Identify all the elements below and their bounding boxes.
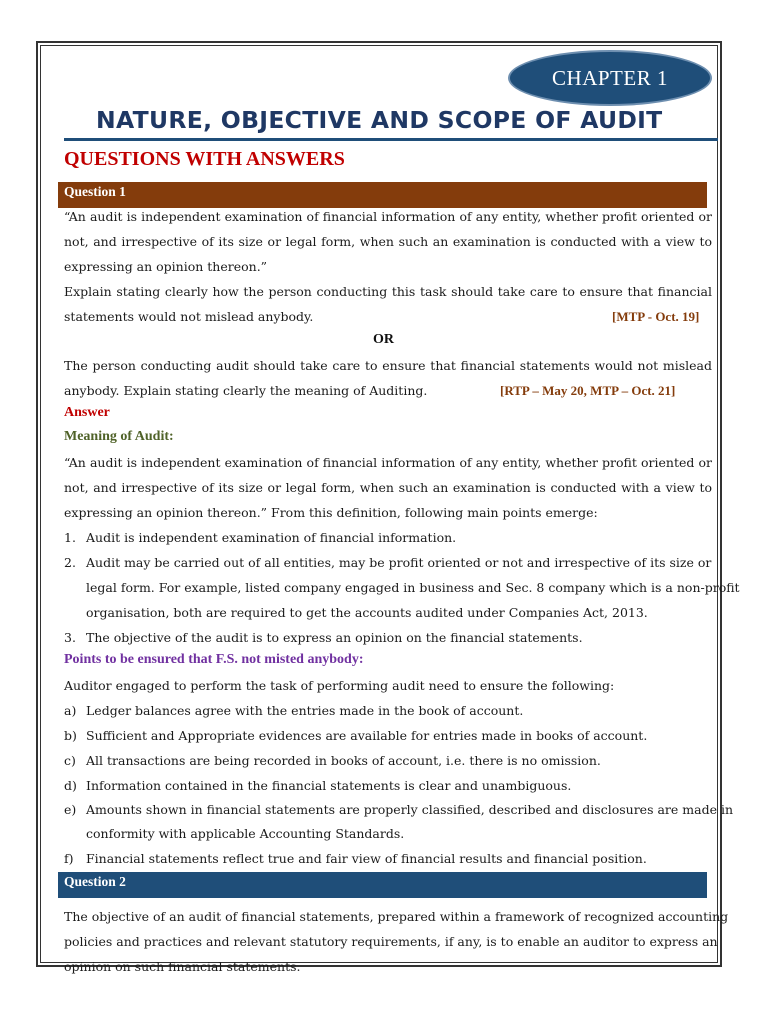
ensure-heading: Points to be ensured that F.S. not misted anybody: [64,652,364,667]
list-item: Sufficient and Appropriate evidences are available for entries made in books of account. [86,728,648,743]
list-marker: a) [64,703,77,718]
list-marker: 3. [64,630,76,645]
section-subtitle: QUESTIONS WITH ANSWERS [64,148,345,170]
q1-text-line: not, and irrespective of its size or legal form, when such an examination is conducted with a view to [64,234,712,249]
exam-reference: [MTP - Oct. 19] [612,309,700,324]
list-marker: c) [64,753,76,768]
list-marker: b) [64,728,77,743]
list-item: Audit is independent examination of financial information. [86,530,457,545]
list-item: Audit may be carried out of all entities, may be profit oriented or not and irrespective of its size or [86,555,712,570]
q2-text-line: The objective of an audit of financial statements, prepared within a framework of recognized accounting [64,909,729,924]
list-marker: e) [64,802,77,817]
list-item: Information contained in the financial statements is clear and unambiguous. [86,778,572,793]
chapter-badge: CHAPTER 1 [508,50,712,106]
chapter-title: NATURE, OBJECTIVE AND SCOPE OF AUDIT [96,106,663,134]
q2-text-line: policies and practices and relevant statutory requirements, if any, is to enable an auditor to express an [64,934,718,949]
answer-text-line: not, and irrespective of its size or legal form, when such an examination is conducted with a view to [64,480,712,495]
list-item: conformity with applicable Accounting Standards. [86,826,405,841]
q1-text-line: statements would not mislead anybody. [64,309,314,324]
list-item: All transactions are being recorded in books of account, i.e. there is no omission. [86,753,601,768]
list-item: organisation, both are required to get the accounts audited under Companies Act, 2013. [86,605,648,620]
answer-text-line: expressing an opinion thereon.” From this definition, following main points emerge: [64,505,598,520]
q1-text-line: Explain stating clearly how the person conducting this task should take care to ensure that financial [64,284,712,299]
list-item: Amounts shown in financial statements are properly classified, described and disclosures are made in [86,802,733,817]
list-item: The objective of the audit is to express an opinion on the financial statements. [86,630,583,645]
q1-text-line: anybody. Explain stating clearly the meaning of Auditing. [64,383,428,398]
answer-label: Answer [64,405,110,420]
list-item: Ledger balances agree with the entries made in the book of account. [86,703,524,718]
answer-text-line: “An audit is independent examination of financial information of any entity, whether profit oriented or [64,455,712,470]
list-item: Financial statements reflect true and fair view of financial results and financial position. [86,851,647,866]
question-2-heading: Question 2 [58,872,707,898]
exam-reference: [RTP – May 20, MTP – Oct. 21] [500,383,676,398]
ensure-intro: Auditor engaged to perform the task of performing audit need to ensure the following: [64,678,615,693]
title-underline [64,138,718,141]
list-item: legal form. For example, listed company engaged in business and Sec. 8 company which is a non-profit [86,580,740,595]
list-marker: d) [64,778,77,793]
list-marker: 2. [64,555,76,570]
q2-text-line: opinion on such financial statements. [64,959,301,974]
or-separator: OR [373,332,394,347]
question-1-heading: Question 1 [58,182,707,208]
q1-text-line: expressing an opinion thereon.” [64,259,268,274]
q1-text-line: The person conducting audit should take care to ensure that financial statements would not mislead [64,358,712,373]
meaning-heading: Meaning of Audit: [64,429,174,444]
list-marker: f) [64,851,74,866]
list-marker: 1. [64,530,76,545]
q1-text-line: “An audit is independent examination of financial information of any entity, whether profit oriented or [64,209,712,224]
